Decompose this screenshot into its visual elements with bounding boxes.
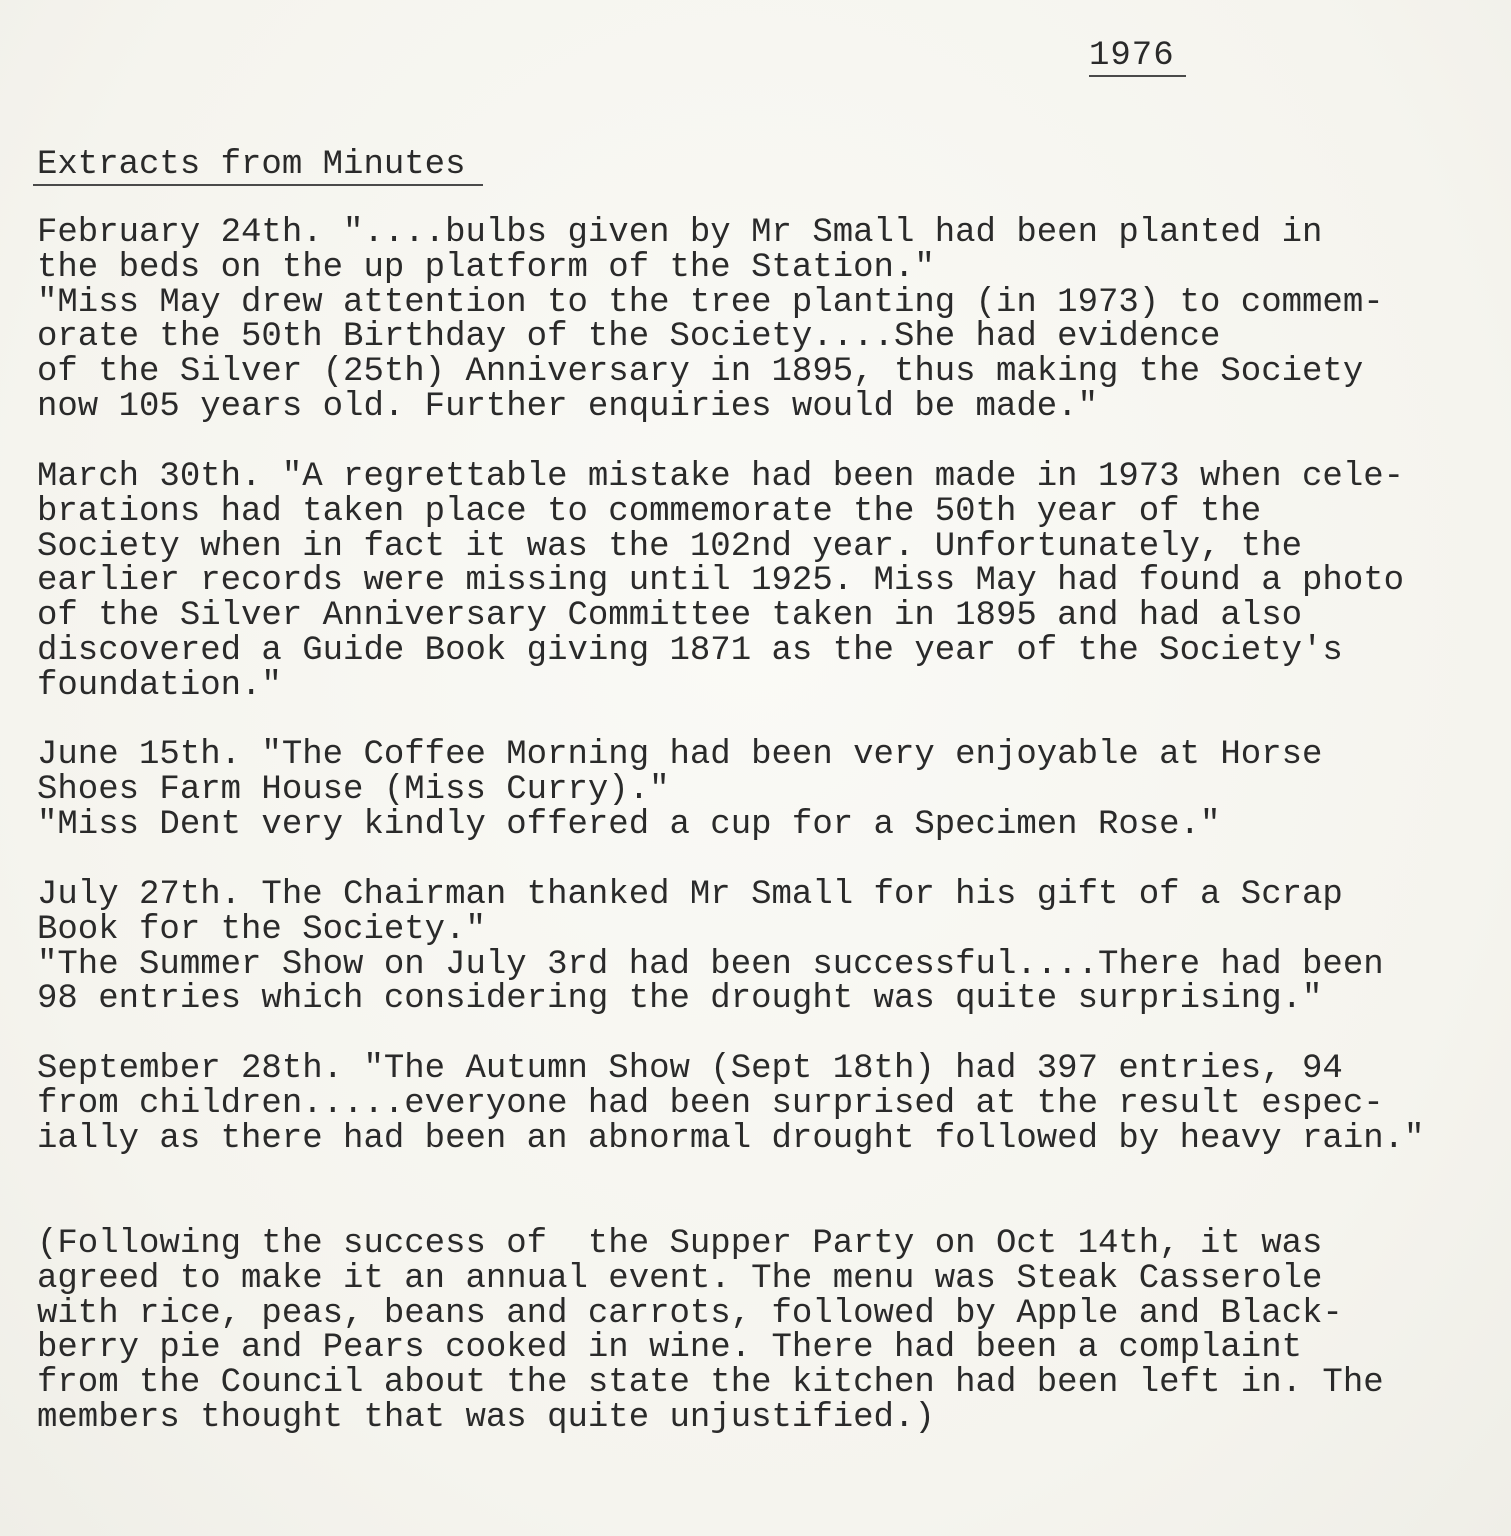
text-line: June 15th. "The Coffee Morning had been very enjoyable at Horse xyxy=(37,736,1323,774)
text-line: "Miss Dent very kindly offered a cup for a Specimen Rose." xyxy=(37,805,1221,844)
text-line: (Following the success of the Supper Party on Oct 14th, it was xyxy=(37,1225,1323,1263)
text-line: with rice, peas, beans and carrots, followed by Apple and Black- xyxy=(37,1294,1343,1333)
paragraph-supper-party xyxy=(37,1227,1384,1436)
text-line: Society when in fact it was the 102nd year. Unfortunately, the xyxy=(37,527,1303,566)
text-line: from the Council about the state the kitchen had been left in. The xyxy=(37,1364,1384,1403)
text-line: from children.....everyone had been surprised at the result espec- xyxy=(37,1084,1384,1123)
text-line: earlier records were missing until 1925. Miss May had found a photo xyxy=(37,562,1405,601)
paragraph-february xyxy=(37,216,1384,425)
text-line: September 28th. "The Autumn Show (Sept 18th) had 397 entries, 94 xyxy=(37,1050,1343,1088)
text-line: the beds on the up platform of the Station." xyxy=(37,248,935,287)
text-line: "The Summer Show on July 3rd had been successful....There had been xyxy=(37,945,1384,984)
paragraph-july xyxy=(37,878,1384,1017)
text-line: foundation." xyxy=(37,666,282,705)
text-line: of the Silver (25th) Anniversary in 1895, thus making the Society xyxy=(37,353,1364,392)
text-line: now 105 years old. Further enquiries would be made." xyxy=(37,387,1098,426)
text-line: July 27th. The Chairman thanked Mr Small for his gift of a Scrap xyxy=(37,876,1343,914)
paragraph-september xyxy=(37,1052,1424,1156)
text-line: agreed to make it an annual event. The menu was Steak Casserole xyxy=(37,1259,1323,1298)
text-line: berry pie and Pears cooked in wine. There had been a complaint xyxy=(37,1329,1303,1368)
text-line: brations had taken place to commemorate the 50th year of the xyxy=(37,492,1262,531)
text-line: orate the 50th Birthday of the Society....She had evidence xyxy=(37,318,1221,357)
year-underline xyxy=(1089,75,1186,77)
text-line: Book for the Society." xyxy=(37,910,486,949)
paragraph-june xyxy=(37,738,1322,842)
paragraph-march xyxy=(37,460,1404,704)
page-year: 1976 xyxy=(1089,37,1175,75)
text-line: February 24th. "....bulbs given by Mr Small had been planted in xyxy=(37,214,1323,252)
text-line: "Miss May drew attention to the tree planting (in 1973) to commem- xyxy=(37,283,1384,322)
heading-underline xyxy=(33,184,483,186)
text-line: discovered a Guide Book giving 1871 as the year of the Society's xyxy=(37,631,1343,670)
text-line: March 30th. "A regrettable mistake had been made in 1973 when cele- xyxy=(37,458,1405,496)
page-heading: Extracts from Minutes xyxy=(37,146,466,184)
text-line: 98 entries which considering the drought was quite surprising." xyxy=(37,980,1323,1019)
text-line: members thought that was quite unjustified.) xyxy=(37,1398,935,1437)
text-line: ially as there had been an abnormal drought followed by heavy rain." xyxy=(37,1119,1425,1158)
text-line: of the Silver Anniversary Committee taken in 1895 and had also xyxy=(37,597,1303,636)
text-line: Shoes Farm House (Miss Curry)." xyxy=(37,770,670,809)
